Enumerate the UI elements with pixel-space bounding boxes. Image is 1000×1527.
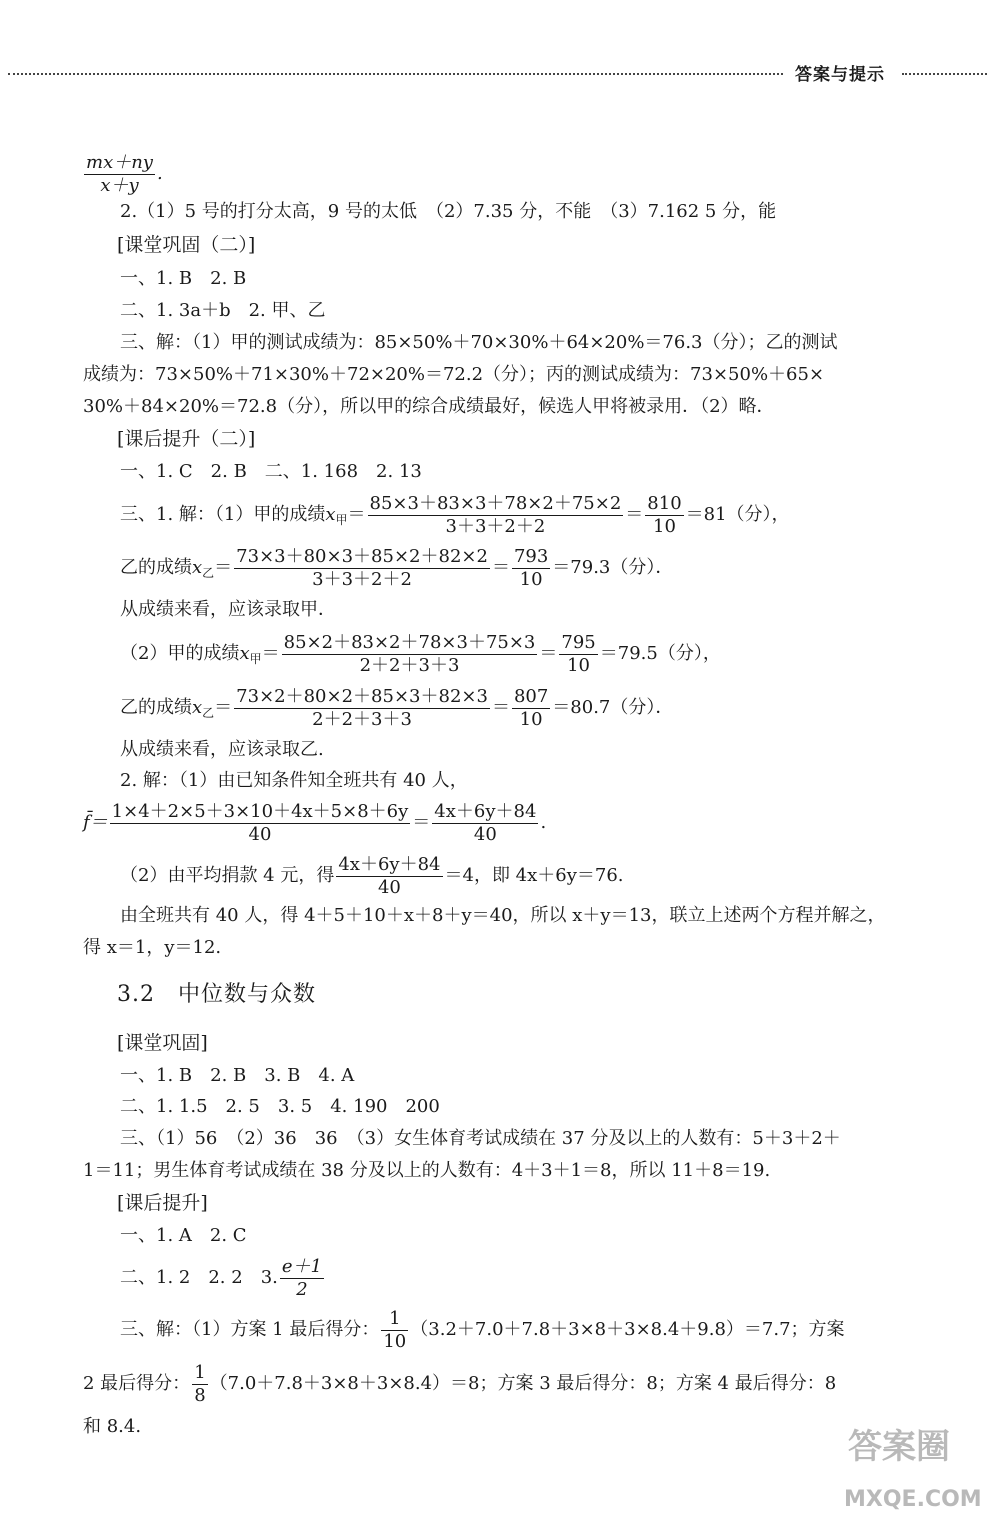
answer-line: 成绩为：73×50%＋71×30%＋72×20%＝72.2（分）；丙的测试成绩为：73×50%＋65× [83,364,825,385]
answer-line: 得 x＝1，y＝12. [83,937,222,958]
equation-line: 乙的成绩$x_乙=$ $\frac{73\times 2+80\times 2+85\times 3+82\times 3}{2+2+3+3}$ ＝ $\frac{807}{10}$ ＝80.7（分）． [120,686,674,730]
equation-line: （2）由平均捐款 4 元，得 $\frac{4x+6y+84}{40}$ ＝4，即 4x＋6y＝76. [120,854,624,898]
answer-line: 从成绩来看，应该录取乙. [120,739,324,760]
answer-line: 和 8.4. [83,1416,142,1437]
answer-line: 由全班共有 40 人，得 4＋5＋10＋x＋8＋y＝40，所以 x＋y＝13，联立上述两个方程并解之， [120,905,886,926]
answer-line: 从成绩来看，应该录取甲． [120,599,336,620]
answer-line: 2. 解：（1）由已知条件知全班共有 40 人， [120,770,468,791]
watermark-logo [838,1418,988,1518]
header-title: 答案与提示 [795,65,885,85]
answer-line: 30%＋84×20%＝72.8（分），所以甲的综合成绩最好，候选人甲将被录用．（2）略． [83,396,775,417]
header-dotted-rule-right [902,73,987,75]
section-heading: [课堂巩固] [117,1032,208,1054]
answer-line: 三、解：（1）甲的测试成绩为：85×50%＋70×30%＋64×20%＝76.3（分）；乙的测试 [120,332,838,353]
section-heading: [课后提升] [117,1192,208,1214]
fraction-mxny: $\frac{mx+ny}{x+y}$ . [86,152,163,196]
answer-line: 一、1. B 2. B 3. B 4. A [120,1065,355,1086]
answer-line: 1＝11；男生体育考试成绩在 38 分及以上的人数有：4＋3＋1＝8，所以 11＋8＝19. [83,1160,771,1181]
equation-line: 二、1. 2 2. 2 3. $\frac{e+1}{2}$ [120,1256,322,1300]
watermark-text: 答案圈 [848,1427,950,1467]
answer-line: 一、1. A 2. C [120,1225,247,1246]
answer-line: 三、（1）56 （2）36 36 （3）女生体育考试成绩在 37 分及以上的人数有：5＋3＋2＋ [120,1128,841,1149]
answer-line: 二、1. 1.5 2. 5 3. 5 4. 190 200 [120,1096,440,1117]
watermark-url: MXQE.COM [844,1487,982,1512]
header-dotted-rule [8,73,783,75]
section-heading: [课堂巩固（二）] [117,234,256,256]
section-title: 3.2 中位数与众数 [117,982,316,1007]
section-heading: [课后提升（二）] [117,428,256,450]
equation-line: f̄＝ $\frac{1\times 4+2\times 5+3\times 10+4x+5\times 8+6y}{40}$ ＝ $\frac{4x+6y+84}{40}$ . [83,801,547,845]
equation-line: 三、1. 解：（1）甲的成绩$x_甲=$ $\frac{85\times 3+83\times 3+78\times 2+75\times 2}{3+3+2+2}$ ＝ $\frac{810}{10}$ ＝81（分）， [120,493,790,537]
equation-line: （2）甲的成绩$x_甲=$ $\frac{85\times 2+83\times 2+78\times 3+75\times 3}{2+2+3+3}$ ＝ $\frac{795}{10}$ ＝79.5（分）， [120,632,721,676]
answer-line: 一、1. B 2. B [120,268,247,289]
equation-line: 三、解：（1）方案 1 最后得分： $\frac{1}{10}$ （3.2＋7.0＋7.8＋3×8＋3×8.4＋9.8）＝7.7；方案 [120,1308,845,1352]
answer-line: 一、1. C 2. B 二、1. 168 2. 13 [120,461,422,482]
equation-line: 乙的成绩$x_乙=$ $\frac{73\times 3+80\times 3+85\times 2+82\times 2}{3+3+2+2}$ ＝ $\frac{793}{10}$ ＝79.3（分）． [120,546,674,590]
answer-line: 二、1. 3a＋b 2. 甲、乙 [120,300,326,321]
equation-line: 2 最后得分： $\frac{1}{8}$ （7.0＋7.8＋3×8＋3×8.4）＝8；方案 3 最后得分：8；方案 4 最后得分：8 [83,1362,837,1406]
answer-line: 2.（1）5 号的打分太高，9 号的太低 （2）7.35 分，不能 （3）7.162 5 分，能 [120,201,777,222]
